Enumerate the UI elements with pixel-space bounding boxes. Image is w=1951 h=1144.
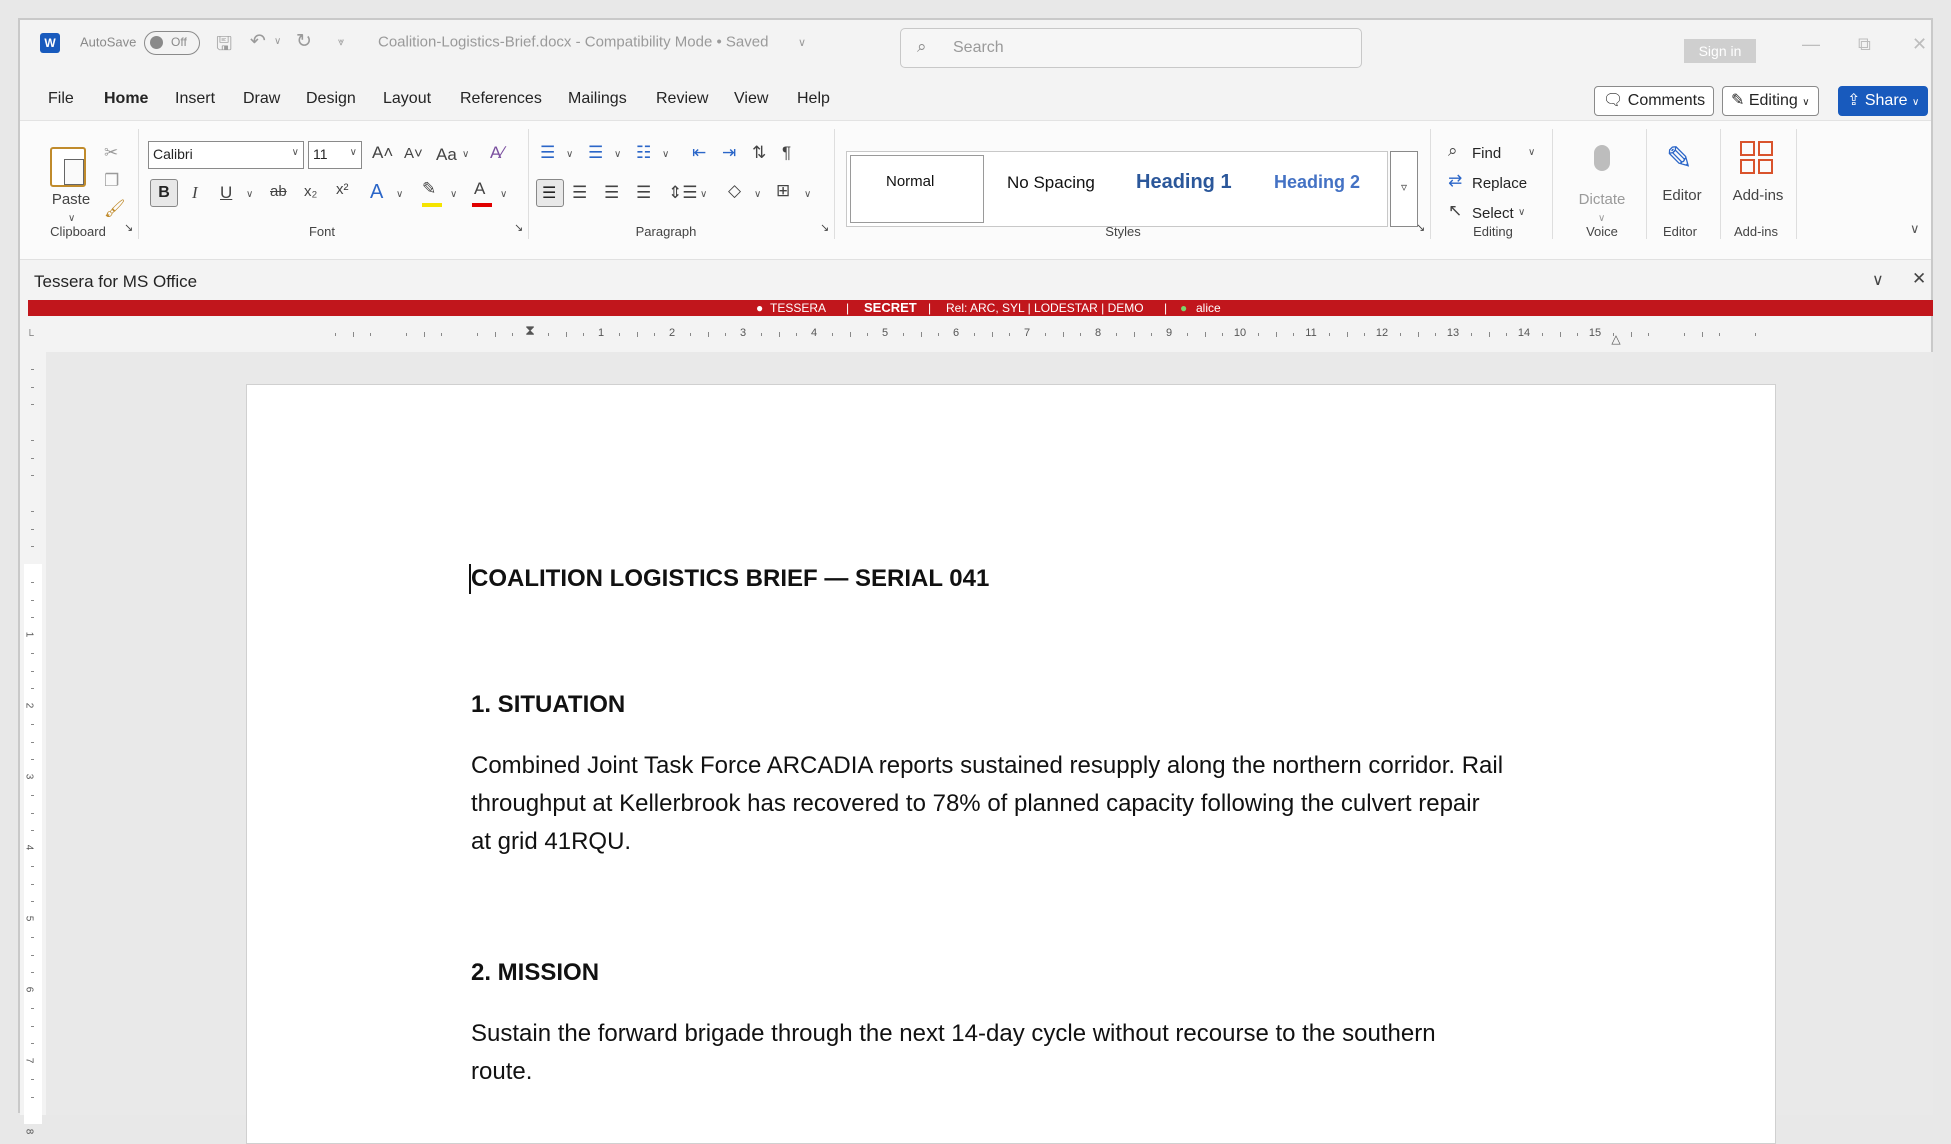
find-icon[interactable]: ⌕	[1448, 141, 1458, 160]
ruler-tick	[31, 830, 34, 831]
ruler-number: 12	[1375, 327, 1389, 339]
ruler-number: 2	[668, 327, 676, 339]
banner-divider: |	[846, 301, 850, 315]
chevron-down-icon[interactable]: ∨	[1598, 213, 1606, 224]
ruler-tick	[1648, 333, 1649, 336]
ruler-tick	[903, 333, 904, 336]
microphone-icon[interactable]	[1594, 145, 1610, 171]
ruler-tick	[974, 333, 975, 336]
ruler-tick	[1560, 332, 1561, 337]
chevron-down-icon[interactable]: ∨	[662, 149, 670, 160]
ruler-tick	[1276, 332, 1277, 337]
font-name-value: Calibri	[153, 146, 193, 162]
title-bar	[20, 20, 1931, 66]
paragraph-line[interactable]: Sustain the forward brigade through the next 14-day cycle without recourse to the southern	[471, 1020, 1436, 1047]
chevron-down-icon[interactable]: ∨	[614, 149, 622, 160]
ruler-tick	[1684, 333, 1685, 336]
tessera-pane-header	[20, 260, 1931, 300]
bullets-icon[interactable]: ☰	[540, 143, 556, 162]
highlight-color-bar	[422, 203, 442, 207]
tessera-pane-title: Tessera for MS Office	[34, 272, 198, 291]
right-indent-marker-icon[interactable]: △	[1611, 332, 1621, 346]
undo-icon[interactable]: ↶	[250, 31, 266, 52]
banner-brand: TESSERA	[770, 301, 827, 315]
ribbon-home	[20, 120, 1931, 260]
ruler-tick	[867, 333, 868, 336]
ruler-number: 14	[1517, 327, 1531, 339]
font-group-label: Font	[308, 224, 336, 239]
ruler-tick	[1009, 333, 1010, 336]
editor-group-label: Editor	[1663, 224, 1697, 239]
ruler-tick	[31, 742, 34, 743]
ruler-tick	[477, 333, 478, 336]
banner-divider: |	[1164, 301, 1168, 315]
highlight-icon[interactable]: ✎	[422, 179, 437, 198]
toggle-knob	[150, 36, 163, 49]
chevron-down-icon[interactable]: ∨	[500, 189, 508, 200]
user-status-icon: ●	[1180, 301, 1188, 315]
chevron-down-icon[interactable]: ∨	[804, 189, 812, 200]
clipboard-launcher-icon[interactable]: ↘	[124, 222, 134, 234]
banner-classification: SECRET	[864, 300, 917, 315]
ruler-tick	[31, 1008, 34, 1009]
font-size-value: 11	[313, 146, 328, 162]
ruler-tick	[31, 529, 34, 530]
ruler-tick	[31, 671, 34, 672]
ruler-number: 3	[23, 773, 35, 780]
ruler-tick	[1258, 333, 1259, 336]
redo-icon[interactable]: ↻	[296, 31, 312, 52]
ruler-tick	[637, 332, 638, 337]
ruler-number: 8	[1094, 327, 1102, 339]
ruler-number: 15	[1588, 327, 1602, 339]
ruler-tick	[406, 333, 407, 336]
addins-label[interactable]: Add-ins	[1732, 187, 1784, 204]
tab-selector-icon[interactable]: └	[26, 330, 34, 342]
tab-draw[interactable]: Draw	[243, 90, 281, 107]
addins-grid-icon[interactable]	[1740, 141, 1774, 175]
ruler-tick	[31, 475, 34, 476]
ruler-tick	[1506, 333, 1507, 336]
vertical-ruler[interactable]	[20, 352, 46, 1135]
voice-group-label: Voice	[1586, 224, 1618, 239]
justify-icon[interactable]: ☰	[636, 183, 652, 202]
chevron-down-icon: ∨	[291, 147, 299, 158]
ruler-tick	[31, 369, 34, 370]
customize-qat-icon[interactable]: ⩔	[338, 36, 345, 48]
document-page[interactable]	[246, 384, 1776, 1144]
ruler-tick	[1329, 333, 1330, 336]
ruler-number: 5	[23, 915, 35, 922]
ruler-number: 11	[1305, 327, 1317, 339]
numbering-icon[interactable]: ☰	[588, 143, 604, 162]
chevron-down-icon[interactable]: ∨	[246, 189, 254, 200]
ruler-tick	[31, 1097, 34, 1098]
show-formatting-icon[interactable]: ¶	[782, 143, 792, 162]
separator	[1720, 129, 1721, 239]
chevron-down-icon[interactable]: ∨	[1528, 147, 1536, 158]
separator	[1552, 129, 1553, 239]
font-size-combo[interactable]	[308, 141, 362, 169]
ruler-tick	[708, 332, 709, 337]
ruler-tick	[31, 617, 34, 618]
ruler-tick	[566, 332, 567, 337]
select-cursor-icon[interactable]: ↖	[1448, 201, 1463, 220]
ruler-tick	[1151, 333, 1152, 336]
borders-icon[interactable]: ⊞	[776, 181, 791, 200]
chevron-down-icon[interactable]: ∨	[450, 189, 458, 200]
ruler-tick	[1400, 333, 1401, 336]
style-normal[interactable]: Normal	[886, 173, 935, 190]
ruler-tick	[31, 440, 34, 441]
paragraph-line[interactable]: throughput at Kellerbrook has recovered to 78% of planned capacity following the culvert repair	[471, 790, 1480, 817]
ruler-tick	[31, 387, 34, 388]
paragraph-line[interactable]: at grid 41RQU.	[471, 828, 632, 855]
grow-font-icon[interactable]: A˄	[372, 143, 394, 162]
ruler-number: 6	[23, 986, 35, 993]
ruler-tick	[424, 332, 425, 337]
ruler-tick	[725, 333, 726, 336]
font-color-icon[interactable]: A	[474, 179, 486, 198]
ruler-number: 2	[23, 702, 35, 709]
separator	[138, 129, 139, 239]
shield-icon: ●	[756, 301, 764, 315]
ruler-tick	[619, 333, 620, 336]
save-icon[interactable]: 🖫	[216, 34, 233, 55]
ruler-number: 9	[1165, 327, 1173, 339]
search-box[interactable]	[900, 28, 1362, 68]
ruler-tick	[1080, 333, 1081, 336]
word-logo-icon: W	[40, 33, 60, 53]
ruler-tick	[1222, 333, 1223, 336]
styles-group-label: Styles	[1105, 224, 1141, 239]
pencil-icon: ✎	[1731, 92, 1745, 109]
ruler-tick	[690, 333, 691, 336]
styles-launcher-icon[interactable]: ↘	[1416, 222, 1426, 234]
ruler-tick	[31, 901, 34, 902]
ruler-tick	[992, 332, 993, 337]
chevron-down-icon[interactable]: ∨	[754, 189, 762, 200]
ruler-tick	[31, 884, 34, 885]
tab-mailings[interactable]: Mailings	[568, 90, 627, 107]
document-canvas	[46, 352, 1933, 1115]
strikethrough-icon[interactable]: ab	[270, 183, 287, 200]
ruler-tick	[832, 333, 833, 336]
chevron-down-icon: ∨	[1912, 97, 1920, 108]
banner-divider: |	[928, 301, 932, 315]
ruler-tick	[548, 333, 549, 336]
ruler-tick	[1205, 332, 1206, 337]
ruler-number: 7	[1023, 327, 1031, 339]
format-painter-icon[interactable]: 🖌	[104, 199, 126, 218]
shrink-font-icon[interactable]: A˅	[404, 145, 423, 162]
paragraph-launcher-icon[interactable]: ↘	[820, 222, 830, 234]
comments-button[interactable]	[1594, 86, 1714, 116]
section-heading[interactable]: 2. MISSION	[471, 959, 600, 986]
ruler-tick	[779, 332, 780, 337]
ruler-tick	[31, 546, 34, 547]
ruler-tick	[1435, 333, 1436, 336]
find-label[interactable]: Find	[1472, 145, 1502, 162]
ruler-tick	[335, 333, 336, 336]
editing-mode-button[interactable]	[1722, 86, 1819, 116]
ruler-tick	[1045, 333, 1046, 336]
restore-icon[interactable]: ⧉	[1858, 34, 1871, 54]
select-label[interactable]: Select	[1472, 205, 1514, 222]
style-heading-2[interactable]: Heading 2	[1274, 172, 1361, 192]
ruler-tick	[31, 724, 34, 725]
align-left-button[interactable]	[536, 179, 564, 207]
ruler-number: 5	[881, 327, 889, 339]
change-case-icon[interactable]: Aa	[436, 145, 457, 164]
ruler-number: 7	[23, 1057, 35, 1064]
classification-banner	[28, 300, 1933, 316]
ruler-tick	[31, 582, 34, 583]
separator	[1646, 129, 1647, 239]
ruler-tick	[370, 333, 371, 336]
chevron-down-icon: ∨	[1802, 97, 1810, 108]
chevron-down-icon[interactable]: ∨	[1518, 207, 1526, 218]
horizontal-ruler-area	[20, 316, 1931, 352]
ruler-tick	[1577, 333, 1578, 336]
ruler-tick	[31, 1043, 34, 1044]
ruler-tick	[353, 332, 354, 337]
clipboard-group-label: Clipboard	[50, 224, 106, 239]
ruler-tick	[31, 688, 34, 689]
sort-icon[interactable]: ⇅	[752, 143, 767, 162]
separator	[1430, 129, 1431, 239]
share-button[interactable]	[1838, 86, 1928, 116]
superscript-icon[interactable]: x²	[336, 181, 349, 198]
ruler-tick	[654, 333, 655, 336]
autosave-state: Off	[171, 35, 187, 49]
document-title-line[interactable]: COALITION LOGISTICS BRIEF — SERIAL 041	[471, 565, 990, 592]
style-heading-1[interactable]: Heading 1	[1136, 171, 1232, 193]
word-window	[18, 18, 1933, 1135]
ruler-number: 1	[597, 327, 605, 339]
ruler-tick	[1542, 333, 1543, 336]
italic-button[interactable]: I	[192, 183, 198, 202]
ruler-tick	[31, 937, 34, 938]
style-no-spacing[interactable]: No Spacing	[1007, 173, 1095, 192]
styles-more-button[interactable]: ▿	[1390, 151, 1418, 227]
ruler-tick	[1702, 332, 1703, 337]
chevron-down-icon[interactable]: ∨	[462, 149, 470, 160]
align-center-icon[interactable]: ☰	[572, 183, 588, 202]
subscript-icon[interactable]: x₂	[304, 183, 318, 200]
font-name-combo[interactable]	[148, 141, 304, 169]
paste-label[interactable]: Paste	[51, 191, 91, 208]
ruler-tick	[1364, 333, 1365, 336]
ruler-tick	[31, 511, 34, 512]
sign-in-button[interactable]: Sign in	[1684, 39, 1756, 63]
replace-icon[interactable]: ⇄	[1448, 171, 1463, 190]
line-spacing-icon[interactable]: ⇕☰	[668, 183, 698, 202]
tab-layout[interactable]: Layout	[383, 90, 432, 107]
chevron-down-icon[interactable]: ∨	[700, 189, 708, 200]
left-indent-marker-icon[interactable]: ⧗	[525, 322, 535, 338]
separator	[1796, 129, 1797, 239]
tab-help[interactable]: Help	[797, 90, 830, 107]
paragraph-line[interactable]: route.	[471, 1058, 533, 1085]
share-icon: ⇪	[1847, 92, 1861, 109]
paste-dropdown-icon[interactable]: ∨	[68, 213, 76, 224]
comment-icon: 🗨	[1603, 92, 1624, 109]
ruler-tick	[441, 333, 442, 336]
search-icon: ⌕	[917, 37, 927, 56]
comments-label: Comments	[1627, 92, 1706, 109]
tab-file[interactable]: File	[48, 90, 74, 107]
ruler-number: 4	[810, 327, 818, 339]
copy-icon[interactable]: ❐	[104, 171, 120, 190]
ruler-tick	[31, 404, 34, 405]
ruler-tick	[31, 759, 34, 760]
autosave-label: AutoSave	[80, 34, 137, 50]
underline-button[interactable]: U	[220, 183, 233, 202]
decrease-indent-icon[interactable]: ⇤	[692, 143, 707, 162]
ruler-tick	[31, 972, 34, 973]
ruler-tick	[1134, 332, 1135, 337]
ruler-tick	[1187, 333, 1188, 336]
editing-label: Editing	[1748, 92, 1798, 109]
ruler-number: 4	[23, 844, 35, 851]
ruler-tick	[1471, 333, 1472, 336]
tab-view[interactable]: View	[734, 90, 769, 107]
tab-review[interactable]: Review	[656, 90, 709, 107]
ruler-number: 13	[1446, 327, 1460, 339]
ruler-tick	[1489, 332, 1490, 337]
banner-user: alice	[1196, 301, 1221, 315]
ruler-number: 10	[1233, 327, 1247, 339]
ruler-tick	[31, 866, 34, 867]
ruler-tick	[1293, 333, 1294, 336]
ruler-tick	[31, 653, 34, 654]
ruler-tick	[31, 813, 34, 814]
pane-collapse-chevron-icon[interactable]: ∨	[1872, 272, 1884, 289]
increase-indent-icon[interactable]: ⇥	[722, 143, 737, 162]
close-icon[interactable]: ✕	[1912, 34, 1928, 54]
ruler-tick	[921, 332, 922, 337]
ruler-number: 8	[23, 1128, 35, 1135]
ruler-tick	[512, 333, 513, 336]
ruler-tick	[31, 795, 34, 796]
tab-home[interactable]: Home	[104, 90, 149, 107]
ruler-tick	[31, 1079, 34, 1080]
ruler-number: 3	[739, 327, 747, 339]
ruler-tick	[850, 332, 851, 337]
minimize-icon[interactable]: —	[1802, 34, 1820, 54]
paragraph-line[interactable]: Combined Joint Task Force ARCADIA reports sustained resupply along the northern corridor. Rail	[471, 752, 1504, 779]
replace-label[interactable]: Replace	[1472, 175, 1528, 192]
tab-insert[interactable]: Insert	[175, 90, 216, 107]
bold-button[interactable]: B	[150, 179, 178, 207]
tab-references[interactable]: References	[460, 90, 542, 107]
tab-design[interactable]: Design	[306, 90, 356, 107]
dictate-label[interactable]: Dictate	[1578, 191, 1626, 208]
banner-releasability: Rel: ARC, SYL | LODESTAR | DEMO	[946, 301, 1144, 315]
font-color-bar	[472, 203, 492, 207]
document-title[interactable]: Coalition-Logistics-Brief.docx - Compatibility Mode • Saved	[378, 33, 769, 51]
horizontal-ruler[interactable]	[230, 322, 1770, 346]
chevron-down-icon: ∨	[349, 147, 357, 158]
align-right-icon[interactable]: ☰	[604, 183, 620, 202]
separator	[528, 129, 529, 239]
search-placeholder: Search	[953, 39, 1004, 56]
addins-group-label: Add-ins	[1733, 224, 1779, 239]
undo-dropdown-icon[interactable]: ∨	[274, 36, 282, 47]
title-chevron-down-icon[interactable]: ∨	[798, 37, 807, 49]
chevron-down-icon[interactable]: ∨	[396, 189, 404, 200]
paste-icon[interactable]	[50, 147, 86, 187]
text-effects-icon[interactable]: A	[370, 181, 384, 203]
separator	[834, 129, 835, 239]
section-heading[interactable]: 1. SITUATION	[471, 691, 626, 718]
share-label: Share	[1864, 92, 1908, 109]
editor-label[interactable]: Editor	[1662, 187, 1702, 204]
ruler-tick	[1719, 333, 1720, 336]
ruler-tick	[761, 333, 762, 336]
autosave-toggle[interactable]	[144, 31, 200, 55]
chevron-down-icon[interactable]: ∨	[566, 149, 574, 160]
paragraph-group-label: Paragraph	[635, 224, 697, 239]
ruler-number: 6	[952, 327, 960, 339]
editing-group-label: Editing	[1473, 224, 1513, 239]
collapse-ribbon-icon[interactable]: ∨	[1910, 221, 1920, 236]
ruler-tick	[31, 955, 34, 956]
shading-icon[interactable]: ◇	[728, 181, 742, 200]
clear-formatting-icon[interactable]: A∕	[490, 143, 505, 162]
ruler-tick	[1755, 333, 1756, 336]
ruler-tick	[1631, 332, 1632, 337]
font-launcher-icon[interactable]: ↘	[514, 222, 524, 234]
ruler-tick	[938, 333, 939, 336]
pane-close-icon[interactable]: ✕	[1912, 269, 1927, 288]
ruler-tick	[31, 600, 34, 601]
ruler-tick	[495, 332, 496, 337]
ruler-tick	[1116, 333, 1117, 336]
ruler-tick	[1418, 332, 1419, 337]
ruler-tick	[1063, 332, 1064, 337]
cut-icon[interactable]: ✂	[104, 143, 119, 162]
ruler-tick	[583, 333, 584, 336]
ruler-tick	[31, 458, 34, 459]
ruler-number: 1	[23, 631, 35, 638]
multilevel-list-icon[interactable]: ☷	[636, 143, 652, 162]
align-left-icon: ☰	[542, 185, 557, 202]
editor-pen-icon[interactable]: ✎	[1666, 140, 1693, 176]
ruler-tick	[1347, 332, 1348, 337]
ruler-tick	[796, 333, 797, 336]
ruler-tick	[31, 1026, 34, 1027]
